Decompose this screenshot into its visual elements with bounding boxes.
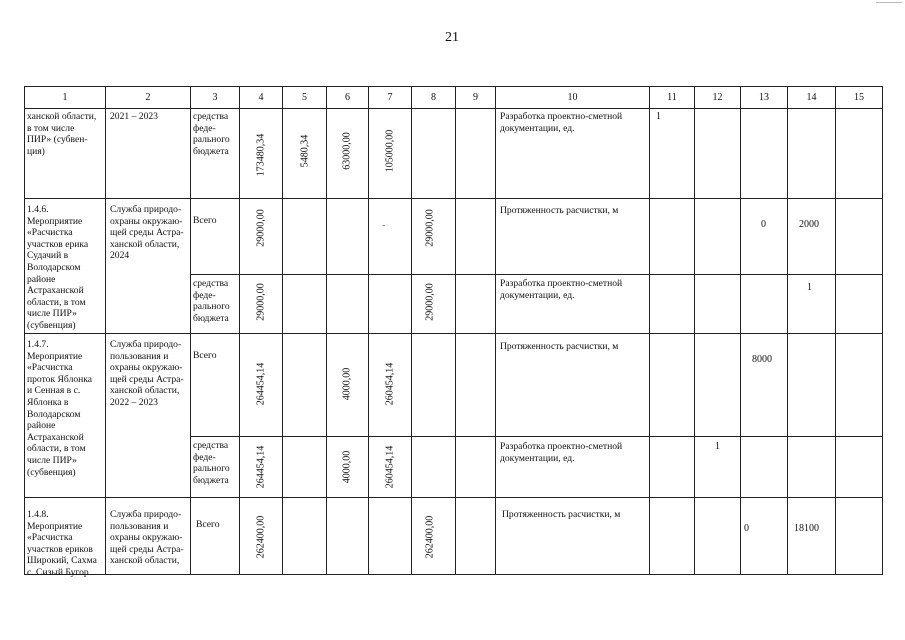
funding-source-cell: средства феде- рального бюджета — [193, 278, 230, 324]
col-border — [455, 86, 456, 575]
col-border — [740, 86, 741, 575]
funding-source-cell: Всего — [193, 215, 217, 226]
funding-source-cell: Всего — [193, 350, 217, 361]
amount-year-4: 29000,00 — [424, 209, 436, 247]
amount-year-3: 105000,00 — [384, 129, 396, 173]
executor-period-cell: Служба природо- пользования и охраны окружаю- щей среды Астра- ханской области, — [110, 509, 184, 567]
amount-total: 29000,00 — [255, 209, 267, 247]
funding-source-cell: средства феде- рального бюджета — [193, 440, 230, 486]
col-border — [649, 86, 650, 575]
column-header: 14 — [806, 92, 817, 103]
column-header: 8 — [431, 92, 436, 103]
column-header: 12 — [712, 92, 723, 103]
target-value: 18100 — [794, 523, 819, 534]
amount-year-2: 4000,00 — [341, 450, 353, 484]
column-header: 11 — [667, 92, 677, 103]
target-value: 0 — [744, 523, 749, 534]
col-border — [190, 86, 191, 575]
column-header: 15 — [854, 92, 864, 103]
amount-year-2: 63000,00 — [341, 132, 353, 170]
target-value: 8000 — [752, 354, 772, 365]
amount-year-2: 4000,00 — [341, 367, 353, 401]
column-header: 3 — [212, 92, 218, 103]
indicator-cell: Разработка проектно-сметной документации, ед. — [500, 111, 623, 134]
col-border — [368, 86, 369, 575]
funding-source-cell: средства феде- рального бюджета — [193, 111, 230, 157]
row-divider — [24, 333, 883, 334]
amount-total: 264454,14 — [255, 362, 267, 406]
amount-year-4: 262400,00 — [424, 515, 436, 559]
target-value: 1 — [715, 441, 720, 452]
executor-period-cell: Служба природо- пользования и охраны окружаю- щей среды Астра- ханской области, 2022 – 2023 — [110, 339, 184, 408]
target-value: 1 — [807, 282, 812, 293]
target-value: 0 — [761, 219, 766, 230]
activity-name-cell: 1.4.6. Мероприятие «Расчистка участков ерика Судачий в Володарском районе Астраханской области, в том числе ПИР» (субвенция) — [27, 204, 89, 331]
col-border — [411, 86, 412, 575]
column-header: 5 — [302, 92, 307, 103]
column-header: 7 — [387, 92, 393, 103]
amount-total: 262400,00 — [255, 515, 267, 559]
amount-year-3: 260454,14 — [384, 362, 396, 406]
column-header: 1 — [62, 92, 68, 103]
header-divider — [24, 108, 883, 109]
row-divider — [24, 497, 883, 498]
activity-name-cell: ханской области, в том числе ПИР» (субвен- ция) — [27, 111, 97, 157]
column-header: 9 — [473, 92, 478, 103]
indicator-cell: Протяженность расчистки, м — [502, 509, 621, 520]
subrow-divider — [190, 274, 883, 275]
col-border — [24, 86, 25, 575]
page-number: 21 — [445, 30, 459, 45]
indicator-cell: Протяженность расчистки, м — [500, 341, 619, 352]
executor-period-cell: 2021 – 2023 — [110, 111, 158, 122]
activity-name-cell: 1.4.8. Мероприятие «Расчистка участков ериков Широкий, Сахма с. Сизый Бугор — [27, 509, 97, 578]
amount-total: 264454,14 — [255, 445, 267, 489]
col-border — [882, 86, 883, 575]
target-value: 1 — [656, 111, 661, 122]
col-border — [495, 86, 496, 575]
funding-source-cell: Всего — [196, 519, 220, 530]
column-header: 6 — [345, 92, 350, 103]
amount-year-3: - — [382, 220, 386, 231]
subrow-divider — [190, 436, 883, 437]
column-header: 10 — [567, 92, 578, 103]
target-value: 2000 — [799, 219, 819, 230]
col-border — [282, 86, 283, 575]
indicator-cell: Разработка проектно-сметной документации, ед. — [500, 441, 623, 464]
col-border — [835, 86, 836, 575]
amount-total: 29000,00 — [255, 283, 267, 321]
row-divider — [24, 198, 883, 199]
col-border — [239, 86, 240, 575]
amount-total: 173480,34 — [255, 133, 267, 177]
column-header: 2 — [145, 92, 151, 103]
table-border-bottom — [24, 574, 883, 575]
activity-name-cell: 1.4.7. Мероприятие «Расчистка проток Яблонка и Сенная в с. Яблонка в Володарском районе Астраханской области, в том числе ПИР» (субвенция) — [27, 339, 93, 478]
col-border — [326, 86, 327, 575]
col-border — [105, 86, 106, 575]
column-header: 13 — [759, 92, 769, 103]
column-header: 4 — [258, 92, 264, 103]
amount-year-3: 260454,14 — [384, 445, 396, 489]
indicator-cell: Протяженность расчистки, м — [500, 205, 619, 216]
col-border — [787, 86, 788, 575]
indicator-cell: Разработка проектно-сметной документации, ед. — [500, 278, 623, 301]
executor-period-cell: Служба природо- охраны окружаю- щей среды Астра- ханской области, 2024 — [110, 204, 184, 262]
col-border — [694, 86, 695, 575]
amount-year-1: 5480,34 — [299, 134, 311, 168]
scan-mark — [876, 2, 902, 3]
amount-year-4: 29000,00 — [424, 283, 436, 321]
